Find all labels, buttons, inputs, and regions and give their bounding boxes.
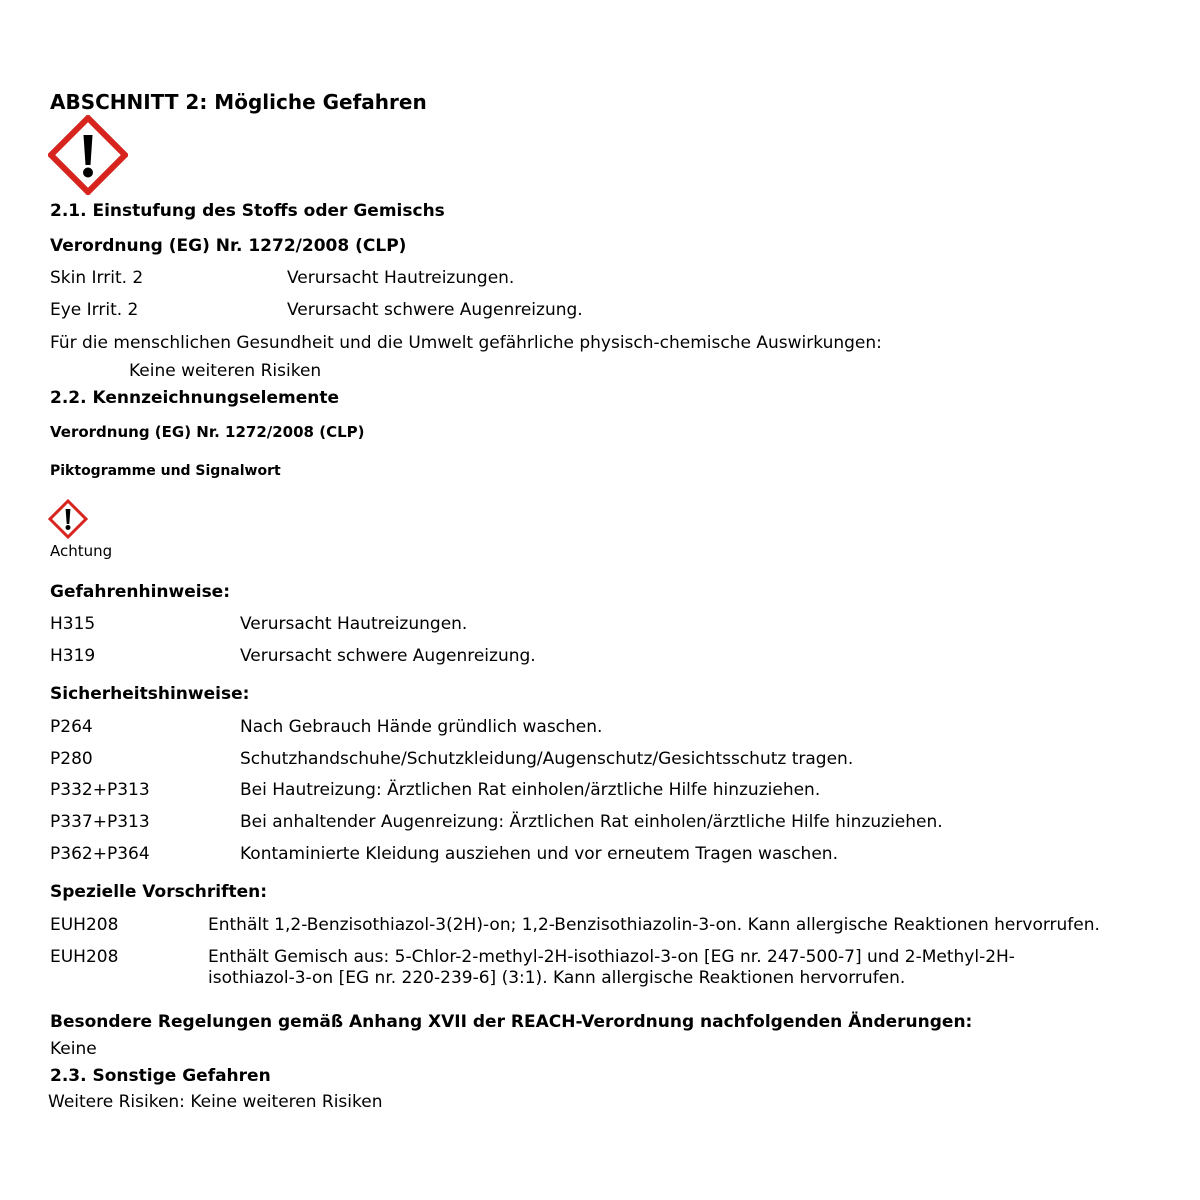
section-2-1-heading: 2.1. Einstufung des Stoffs oder Gemischs [50,201,445,221]
effects-value: Keine weiteren Risiken [129,361,322,381]
precaution-text: Schutzhandschuhe/Schutzkleidung/Augenschutz/Gesichtsschutz tragen. [240,749,854,769]
hazard-text: Verursacht Hautreizungen. [240,614,468,634]
section-title: ABSCHNITT 2: Mögliche Gefahren [50,90,427,114]
precaution-text: Kontaminierte Kleidung ausziehen und vor erneutem Tragen waschen. [240,844,838,864]
regulation-heading: Verordnung (EG) Nr. 1272/2008 (CLP) [50,236,407,256]
hazard-code: H315 [50,614,96,634]
precaution-text: Nach Gebrauch Hände gründlich waschen. [240,717,603,737]
special-code: EUH208 [50,915,119,935]
precaution-text: Bei Hautreizung: Ärztlichen Rat einholen/ärztliche Hilfe hinzuziehen. [240,780,821,800]
pictograms-label: Piktogramme und Signalwort [50,463,281,479]
ghs07-exclamation-mark-icon [48,115,128,195]
precaution-code: P337+P313 [50,812,150,832]
special-text-continued: isothiazol-3-on [EG nr. 220-239-6] (3:1). Kann allergische Reaktionen hervorrufen. [208,968,906,988]
precaution-text: Bei anhaltender Augenreizung: Ärztlichen Rat einholen/ärztliche Hilfe hinzuziehen. [240,812,943,832]
classification-text: Verursacht schwere Augenreizung. [287,300,583,320]
hazard-code: H319 [50,646,96,666]
precaution-code: P332+P313 [50,780,150,800]
classification-text: Verursacht Hautreizungen. [287,268,515,288]
regulation-subheading: Verordnung (EG) Nr. 1272/2008 (CLP) [50,423,365,441]
section-2-3-heading: 2.3. Sonstige Gefahren [50,1066,271,1086]
special-text: Enthält 1,2-Benzisothiazol-3(2H)-on; 1,2-Benzisothiazolin-3-on. Kann allergische Reaktionen hervorrufen. [208,915,1100,935]
reach-heading: Besondere Regelungen gemäß Anhang XVII der REACH-Verordnung nachfolgenden Änderungen: [50,1012,973,1032]
precaution-code: P362+P364 [50,844,150,864]
precaution-heading: Sicherheitshinweise: [50,684,250,704]
classification-code: Skin Irrit. 2 [50,268,144,288]
special-text: Enthält Gemisch aus: 5-Chlor-2-methyl-2H-isothiazol-3-on [EG nr. 247-500-7] und 2-Methyl-2H- [208,947,1015,967]
hazard-text: Verursacht schwere Augenreizung. [240,646,536,666]
other-hazards-text: Weitere Risiken: Keine weiteren Risiken [48,1092,383,1112]
ghs07-exclamation-mark-icon [48,499,88,539]
special-code: EUH208 [50,947,119,967]
effects-label: Für die menschlichen Gesundheit und die Umwelt gefährliche physisch-chemische Auswirkungen: [50,333,882,353]
precaution-code: P280 [50,749,93,769]
classification-code: Eye Irrit. 2 [50,300,139,320]
signal-word: Achtung [50,542,113,560]
special-heading: Spezielle Vorschriften: [50,882,268,902]
reach-value: Keine [50,1039,97,1059]
hazard-heading: Gefahrenhinweise: [50,582,231,602]
section-2-2-heading: 2.2. Kennzeichnungselemente [50,388,340,408]
precaution-code: P264 [50,717,93,737]
